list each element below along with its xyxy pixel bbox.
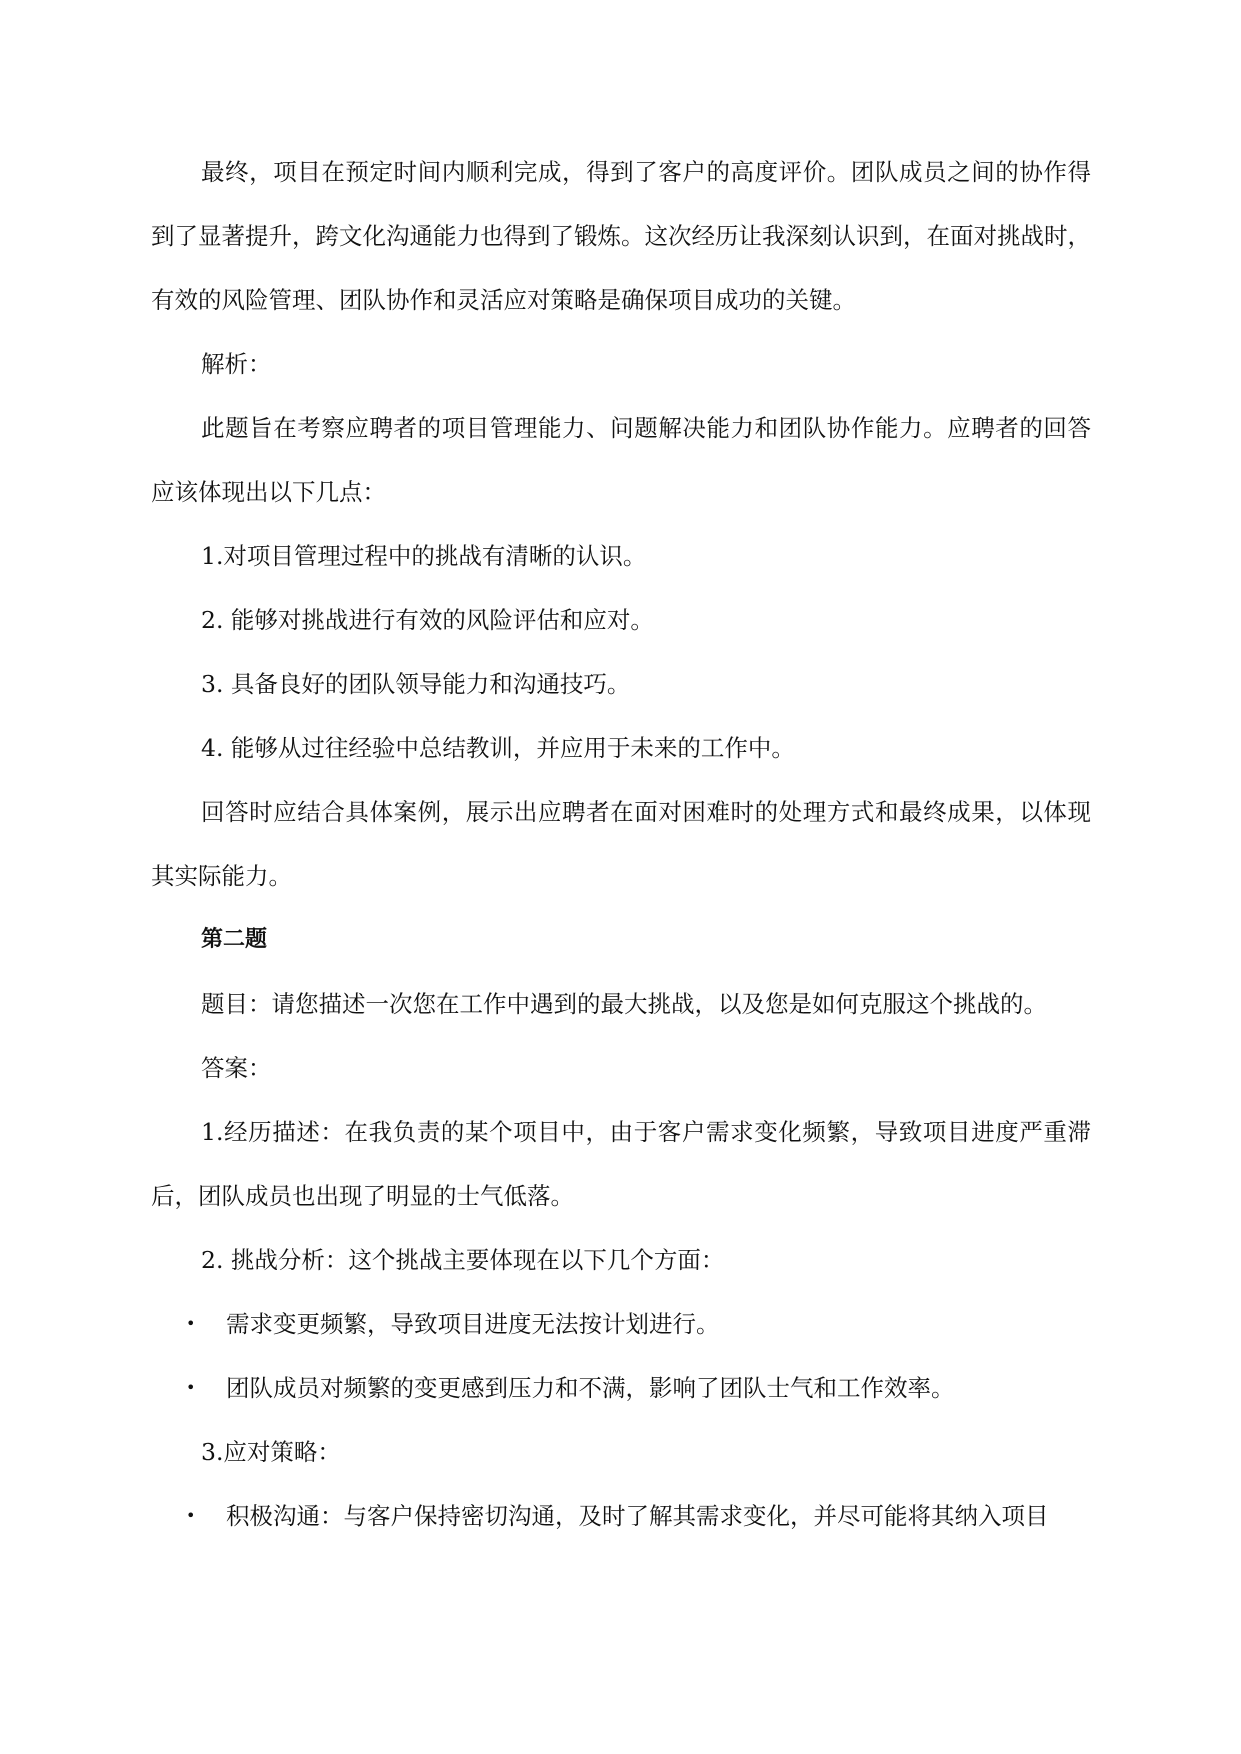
analysis-point-4: 4. 能够从过往经验中总结教训，并应用于未来的工作中。 [201, 734, 795, 762]
experience-paragraph: 1.经历描述：在我负责的某个项目中，由于客户需求变化频繁，导致项目进度严重滞后，团队成员也出现了明显的士气低落。 [151, 1118, 1091, 1210]
analysis-label: 解析： [201, 350, 272, 378]
analysis-summary-paragraph: 回答时应结合具体案例，展示出应聘者在面对困难时的处理方式和最终成果，以体现其实际能力。 [151, 798, 1091, 890]
conclusion-paragraph: 最终，项目在预定时间内顺利完成，得到了客户的高度评价。团队成员之间的协作得到了显著提升，跨文化沟通能力也得到了锻炼。这次经历让我深刻认识到，在面对挑战时，有效的风险管理、团队协作和灵活应对策略是确保项目成功的关键。 [151, 158, 1091, 314]
bullet-icon: • [186, 1506, 196, 1525]
section-heading: 第二题 [201, 927, 268, 952]
bullet-item [151, 1356, 1091, 1420]
answer-label: 答案： [201, 1054, 272, 1082]
bullet-text: 需求变更频繁，导致项目进度无法按计划进行。 [226, 1310, 720, 1338]
question-paragraph: 题目：请您描述一次您在工作中遇到的最大挑战，以及您是如何克服这个挑战的。 [201, 990, 1047, 1018]
bullet-item [151, 1484, 1091, 1548]
analysis-intro-paragraph: 此题旨在考察应聘者的项目管理能力、问题解决能力和团队协作能力。应聘者的回答应该体现出以下几点： [151, 414, 1091, 506]
document-body [151, 140, 1091, 1548]
bullet-item [151, 1292, 1091, 1356]
bullet-icon: • [186, 1314, 196, 1333]
analysis-point-1: 1.对项目管理过程中的挑战有清晰的认识。 [201, 542, 647, 570]
bullet-icon: • [186, 1378, 196, 1397]
bullet-text: 团队成员对频繁的变更感到压力和不满，影响了团队士气和工作效率。 [226, 1374, 955, 1402]
challenge-analysis-label: 2. 挑战分析：这个挑战主要体现在以下几个方面： [201, 1246, 725, 1274]
analysis-point-2: 2. 能够对挑战进行有效的风险评估和应对。 [201, 606, 654, 634]
analysis-point-3: 3. 具备良好的团队领导能力和沟通技巧。 [201, 670, 631, 698]
strategy-label: 3.应对策略： [201, 1438, 341, 1466]
bullet-text: 积极沟通：与客户保持密切沟通，及时了解其需求变化，并尽可能将其纳入项目 [226, 1502, 1049, 1530]
